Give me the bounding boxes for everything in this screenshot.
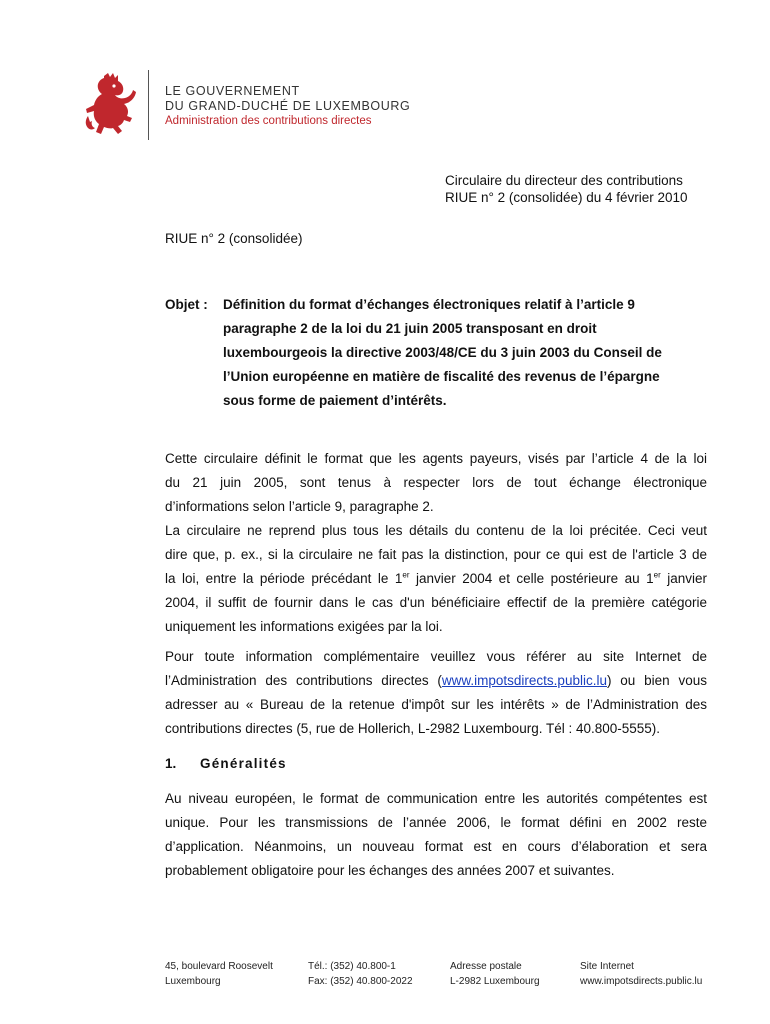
paragraph-line: La circulaire ne reprend plus tous les détails du contenu de la loi précitée. Ceci veut [165,523,707,538]
paragraph-line: d’application. Néanmoins, un nouveau format est en cours d’élaboration et sera [165,839,707,854]
website-link[interactable]: www.impotsdirects.public.lu [441,673,607,688]
paragraph-line: uniquement les informations exigées par la loi. [165,619,443,634]
footer-text: Fax: (352) 40.800-2022 [308,976,413,987]
paragraph-line: probablement obligatoire pour les échanges des années 2007 et suivantes. [165,863,615,878]
text-fragment: janvier [660,571,707,586]
objet-line: sous forme de paiement d’intérêts. [223,393,447,408]
objet-label: Objet : [165,297,208,312]
paragraph-intro [165,447,707,519]
circular-title-line1: Circulaire du directeur des contributions [445,173,683,188]
superscript: er [402,570,410,580]
objet-line: paragraphe 2 de la loi du 21 juin 2005 transposant en droit [223,321,597,336]
objet-line: Définition du format d’échanges électroniques relatif à l’article 9 [223,297,635,312]
red-lion-coat-of-arms-icon [84,72,136,138]
superscript: er [653,570,661,580]
paragraph-line: Pour toute information complémentaire veuillez vous référer au site Internet de [165,649,707,664]
paragraph-line: adresser au « Bureau de la retenue d'impôt sur les intérêts » de l’Administration des [165,697,707,712]
text-fragment: ) ou bien vous [606,673,707,688]
footer-text: Site Internet [580,961,634,972]
footer-text: L-2982 Luxembourg [450,976,540,987]
footer-text: Adresse postale [450,961,522,972]
paragraph-line: 2004, il suffit de fournir dans le cas d'un bénéficiaire effectif de la première catégorie [165,595,707,610]
paragraph-line-with-link [165,669,707,693]
paragraph-section1 [165,787,707,883]
text-fragment: la loi, entre la période précédant le 1 [165,571,403,586]
document-reference: RIUE n° 2 (consolidée) [165,231,303,246]
government-name-line1: LE GOUVERNEMENT [165,84,300,98]
objet-line: l’Union européenne en matière de fiscalité des revenus de l’épargne [223,369,660,384]
objet-line: luxembourgeois la directive 2003/48/CE du 3 juin 2003 du Conseil de [223,345,662,360]
paragraph-scope [165,519,707,639]
header-divider [148,70,149,140]
paragraph-line: Au niveau européen, le format de communication entre les autorités compétentes est [165,791,707,806]
footer-text: Luxembourg [165,976,221,987]
administration-name: Administration des contributions directes [165,115,372,127]
paragraph-line: Cette circulaire définit le format que les agents payeurs, visés par l’article 4 de la loi [165,451,707,466]
circular-title-line2: RIUE n° 2 (consolidée) du 4 février 2010 [445,190,688,205]
footer-text: 45, boulevard Roosevelt [165,961,273,972]
section-number: 1. [165,756,177,771]
text-fragment: janvier 2004 et celle postérieure au 1 [409,571,654,586]
footer-website-url[interactable]: www.impotsdirects.public.lu [580,976,703,987]
footer-website [580,961,702,987]
paragraph-contact [165,645,707,741]
footer-text: Tél.: (352) 40.800-1 [308,961,396,972]
footer-address [165,961,273,987]
section-title: Généralités [200,756,287,771]
paragraph-line: du 21 juin 2005, sont tenus à respecter lors de tout échange électronique [165,475,707,490]
footer-phone [308,961,413,987]
government-name-line2: DU GRAND-DUCHÉ DE LUXEMBOURG [165,99,411,113]
paragraph-line-with-superscripts [165,567,707,591]
footer-postal [450,961,540,987]
paragraph-line: contributions directes (5, rue de Hollerich, L-2982 Luxembourg. Tél : 40.800-5555). [165,721,661,736]
text-fragment: l’Administration des contributions directes ( [165,673,442,688]
paragraph-line: d’informations selon l’article 9, paragraphe 2. [165,499,434,514]
paragraph-line: dire que, p. ex., si la circulaire ne fait pas la distinction, pour ce qui est de l'article 3 de [165,547,707,562]
paragraph-line: unique. Pour les transmissions de l’année 2006, le format défini en 2002 reste [165,815,707,830]
